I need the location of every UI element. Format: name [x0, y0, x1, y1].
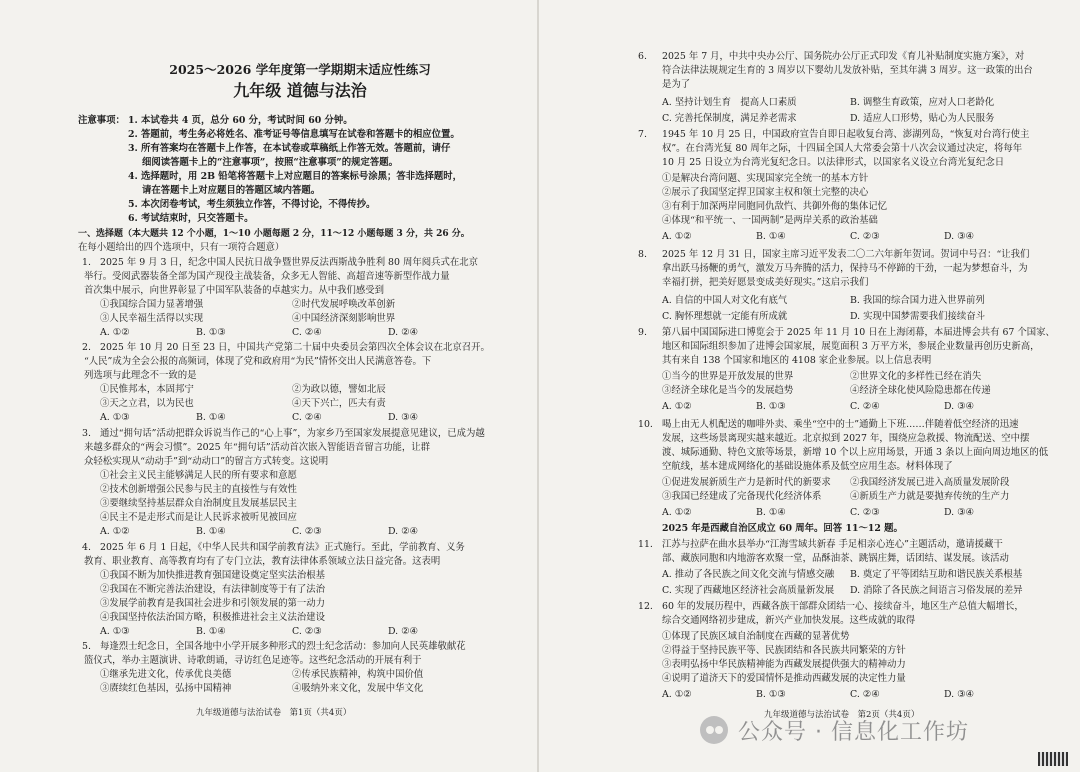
page-footer: 九年级道德与法治试卷 第2页（共4页） [764, 710, 920, 720]
notice-label: 注意事项： [78, 115, 125, 126]
question-4-text: 2025 年 6 月 1 日起，《中华人民共和国学前教育法》正式施行。至此，学前教育、义务 [100, 542, 465, 553]
q7-item: ①是解决台湾问题、实现国家完全统一的基本方针 [662, 173, 869, 184]
q1-item: ②时代发展呼唤改革创新 [292, 299, 396, 310]
question-6-text: 是为了 [662, 79, 691, 90]
q12-item: ①体现了民族区域自治制度在西藏的显著优势 [662, 631, 850, 642]
q2-item: ③天之立君，以为民也 [100, 398, 194, 409]
q1-item: ①我国综合国力显著增强 [100, 299, 204, 310]
question-1-text: 首次集中展示，向世界彰显了中国军队装备的卓越实力。从中我们感受到 [84, 285, 385, 296]
q11-option-c: C. 实现了西藏地区经济社会高质量新发展 [662, 585, 835, 596]
q4-option-c: C. ②③ [292, 626, 322, 637]
question-9-number: 9. [638, 327, 647, 338]
q10-item: ③我国已经建成了完备现代化经济体系 [662, 491, 822, 502]
q10-option-d: D. ③④ [944, 507, 974, 518]
q3-item: ③要继续坚持基层群众自治制度且发展基层民主 [100, 498, 297, 509]
q4-item: ②我国在不断完善法治建设，有法律制度等于有了法治 [100, 584, 326, 595]
question-4-number: 4. [82, 542, 91, 553]
question-1-text: 2025 年 9 月 3 日，纪念中国人民抗日战争暨世界反法西斯战争胜利 80 周年阅兵式在北京 [100, 257, 478, 268]
q1-option-a: A. ①② [100, 327, 130, 338]
q4-option-b: B. ①④ [196, 626, 226, 637]
wechat-icon [700, 716, 728, 744]
q9-item: ②世界文化的多样性已经在消失 [850, 371, 982, 382]
question-6-text: 符合法律法规规定生育的 3 周岁以下婴幼儿发放补贴，至其年满 3 周岁。这一政策的出台 [662, 65, 1033, 76]
section-heading: 一、选择题（本大题共 12 个小题，1～10 小题每题 2 分，11～12 小题每题 3 分，共 26 分。 [78, 229, 470, 239]
question-7-text: 1945 年 10 月 25 日，中国政府宣告自即日起收复台湾、澎湖列岛，“恢复对台湾行使主 [662, 129, 1030, 140]
q12-item: ③表明弘扬中华民族精神能为西藏发展提供强大的精神动力 [662, 659, 906, 670]
question-6-number: 6. [638, 51, 647, 62]
question-12-number: 12. [638, 601, 653, 612]
q10-item: ②我国经济发展已进入高质量发展阶段 [850, 477, 1010, 488]
q5-item: ③赓续红色基因，弘扬中国精神 [100, 683, 232, 694]
q8-option-d: D. 实现中国梦需要我们接续奋斗 [850, 311, 986, 322]
q11-option-d: D. 消除了各民族之间语言习俗发展的差异 [850, 585, 1023, 596]
q10-item: ①促进发展新质生产力是新时代的新要求 [662, 477, 831, 488]
q9-item: ④经济全球化使风险隐患都在传递 [850, 385, 991, 396]
q7-option-a: A. ①② [662, 231, 692, 242]
notice-line: 细阅读答题卡上的“注意事项”，按照“注意事项”的规定答题。 [142, 157, 398, 168]
q10-item: ④新质生产力就是要抛弃传统的生产力 [850, 491, 1010, 502]
q7-item: ③有利于加深两岸同胞同仇敌忾、共御外侮的集体记忆 [662, 201, 888, 212]
question-2-text: “人民”成为全会公报的高频词，体现了党和政府用“为民”情怀交出人民满意答卷。下 [84, 356, 432, 367]
question-6-text: 2025 年 7 月，中共中央办公厅、国务院办公厅正式印发《育儿补贴制度实施方案》，对 [662, 51, 1025, 62]
question-9-text: 第八届中国国际进口博览会于 2025 年 11 月 10 日在上海闭幕，本届进博会共有 67 个国家、 [662, 327, 1055, 338]
q3-item: ④民主不是走形式而是让人民诉求被听见被回应 [100, 512, 297, 523]
material-heading: 2025 年是西藏自治区成立 60 周年。回答 11～12 题。 [662, 523, 903, 534]
q7-option-b: B. ①④ [756, 231, 786, 242]
question-3-text: 来越多群众的“两会习惯”。2025 年“拥句话”活动首次嵌入智能语音留言功能，让群 [84, 442, 431, 453]
question-2-number: 2. [82, 342, 91, 353]
q3-option-c: C. ②③ [292, 526, 322, 537]
q2-option-a: A. ①③ [100, 412, 130, 423]
qr-code-icon [1038, 752, 1068, 766]
q3-item: ②技术创新增强公民参与民主的直接性与有效性 [100, 484, 297, 495]
q2-option-c: C. ②④ [292, 412, 322, 423]
q2-option-b: B. ①④ [196, 412, 226, 423]
q9-item: ③经济全球化是当今的发展趋势 [662, 385, 794, 396]
q12-item: ②得益于坚持民族平等、民族团结和各民族共同繁荣的方针 [662, 645, 906, 656]
q5-item: ①继承先进文化，传承优良美德 [100, 669, 232, 680]
question-8-text: 2025 年 12 月 31 日，国家主席习近平发表二〇二六年新年贺词。贺词中号召：“让我们 [662, 249, 1030, 260]
question-12-text: 综合交通网络初步建成，新兴产业加快发展。这些成就的取得 [662, 615, 916, 626]
q1-option-d: D. ②④ [388, 327, 418, 338]
q10-option-c: C. ②③ [850, 507, 880, 518]
q7-item: ②展示了我国坚定捍卫国家主权和领土完整的决心 [662, 187, 869, 198]
question-10-text: 发展，这些场景离现实越来越近。北京拟到 2027 年，围绕应急救援、物流配送、空中摆 [662, 433, 1030, 444]
q10-option-a: A. ①② [662, 507, 692, 518]
q5-item: ②传承民族精神，构筑中国价值 [292, 669, 424, 680]
question-10-text: 喝上由无人机配送的咖啡外卖、乘坐“空中的士”通勤上下班……伴随着低空经济的迅速 [662, 419, 1019, 430]
question-11-number: 11. [638, 539, 653, 550]
exam-title: 2025～2026 学年度第一学期期末适应性练习 [169, 62, 431, 77]
watermark-text: 公众号 · 信息化工作坊 [738, 720, 969, 745]
q6-option-d: D. 适应人口形势，贴心为人民服务 [850, 113, 995, 124]
q6-option-c: C. 完善托保制度，满足养老需求 [662, 113, 797, 124]
q5-item: ④吸纳外来文化，发展中华文化 [292, 683, 424, 694]
q4-option-a: A. ①③ [100, 626, 130, 637]
question-8-number: 8. [638, 249, 647, 260]
question-7-number: 7. [638, 129, 647, 140]
question-10-text: 渡、城际通勤、特色文旅等场景，新增 10 个以上应用场景，开通 3 条以上面向周边地区的低 [662, 447, 1049, 458]
q2-option-d: D. ③④ [388, 412, 418, 423]
question-5-text: 每逢烈士纪念日，全国各地中小学开展多种形式的烈士纪念活动：参加向人民英雄敬献花 [100, 641, 466, 652]
q12-option-a: A. ①② [662, 689, 692, 700]
page-footer: 九年级道德与法治试卷 第1页（共4页） [196, 708, 352, 718]
q7-item: ④体现“和平统一、一国两制”是两岸关系的政治基础 [662, 215, 878, 226]
q7-option-d: D. ③④ [944, 231, 974, 242]
question-5-number: 5. [82, 641, 91, 652]
question-5-text: 篮仪式，举办主题演讲、诗歌朗诵，寻访红色足迹等。这些纪念活动的开展有利于 [84, 655, 422, 666]
notice-line: 5. 本次闭卷考试，考生须独立作答，不得讨论，不得传抄。 [128, 199, 376, 210]
q6-option-a: A. 坚持计划生育 提高人口素质 [662, 97, 797, 108]
question-3-text: 众轻松实现从“动动手”到“动动口”的留言方式转变。这说明 [84, 456, 329, 467]
watermark [700, 712, 1040, 748]
notice-line: 4. 选择题时，用 2B 铅笔将答题卡上对应题目的答案标号涂黑；答非选择题时， [128, 171, 463, 182]
question-3-text: 通过“拥句话”活动把群众诉说当作己的“心上事”，为家乡乃至国家发展提意见建议，已成为越 [100, 428, 485, 439]
q3-item: ①社会主义民主能够满足人民的所有要求和意愿 [100, 470, 297, 481]
q3-option-a: A. ①② [100, 526, 130, 537]
q11-option-b: B. 奠定了平等团结互助和谐民族关系根基 [850, 569, 1023, 580]
question-9-text: 地区和国际组织参加了进博会国家展，展览面积 3 万平方米，参展企业数量再创历史新高， [662, 341, 1040, 352]
q6-option-b: B. 调整生育政策，应对人口老龄化 [850, 97, 995, 108]
q2-item: ①民惟邦本，本固邦宁 [100, 384, 194, 395]
section-heading-2: 在每小题给出的四个选项中，只有一项符合题意） [78, 242, 285, 253]
question-11-text: 部、藏族同胞和内地游客欢聚一堂，品酥油茶、跳锅庄舞，话团结、谋发展。该活动 [662, 553, 1009, 564]
question-10-text: 空航线，基本建成网络化的基础设施体系及低空应用生态。材料体现了 [662, 461, 953, 472]
exam-subtitle: 九年级 道德与法治 [233, 81, 367, 100]
q4-option-d: D. ②④ [388, 626, 418, 637]
q1-item: ③人民幸福生活得以实现 [100, 313, 204, 324]
notice-line: 请在答题卡上对应题目的答题区域内答题。 [142, 185, 321, 196]
q4-item: ①我国不断为加快推进教育强国建设奠定坚实法治根基 [100, 570, 326, 581]
q1-item: ④中国经济深刻影响世界 [292, 313, 396, 324]
notice-line: 3. 所有答案均在答题卡上作答，在本试卷或草稿纸上作答无效。答题前，请仔 [128, 143, 451, 154]
q9-item: ①当今的世界是开放发展的世界 [662, 371, 794, 382]
q10-option-b: B. ①④ [756, 507, 786, 518]
q12-option-b: B. ①③ [756, 689, 786, 700]
question-4-text: 教育、职业教育、高等教育均有了专门立法，教育法律体系领域立法日益完备。这表明 [84, 556, 441, 567]
question-1-text: 举行。受阅武器装备全部为国产现役主战装备，众多无人智能、高超音速等新型作战力量 [84, 271, 450, 282]
question-7-text: 权”。在台湾光复 80 周年之际，十四届全国人大常委会第十八次会议通过决定，将每年 [662, 143, 1023, 154]
q12-option-c: C. ②④ [850, 689, 880, 700]
question-10-number: 10. [638, 419, 653, 430]
q9-option-a: A. ①② [662, 401, 692, 412]
q7-option-c: C. ②③ [850, 231, 880, 242]
question-12-text: 60 年的发展历程中，西藏各族干部群众团结一心、接续奋斗，地区生产总值大幅增长， [662, 601, 1024, 612]
notice-line: 6. 考试结束时，只交答题卡。 [128, 213, 254, 224]
q4-item: ③发展学前教育是我国社会进步和引领发展的第一动力 [100, 598, 326, 609]
q12-option-d: D. ③④ [944, 689, 974, 700]
q9-option-d: D. ③④ [944, 401, 974, 412]
question-2-text: 2025 年 10 月 20 日至 23 日，中国共产党第二十届中央委员会第四次全体会议在北京召开。 [100, 342, 490, 353]
question-7-text: 10 月 25 日设立为台湾光复纪念日。以法律形式，以国家名义设立台湾光复纪念日 [662, 157, 1005, 168]
notice-line: 2. 答题前，考生务必将姓名、准考证号等信息填写在试卷和答题卡的相应位置。 [128, 129, 460, 140]
question-2-text: 列选项与此理念不一致的是 [84, 370, 197, 381]
q9-option-c: C. ②④ [850, 401, 880, 412]
q11-option-a: A. 推动了各民族之间文化交流与情感交融 [662, 569, 835, 580]
q2-item: ②为政以德，譬如北辰 [292, 384, 386, 395]
exam-page-2 [538, 0, 1080, 772]
question-1-number: 1. [82, 257, 91, 268]
q3-option-d: D. ②④ [388, 526, 418, 537]
q4-item: ④我国坚持依法治国方略，积极推进社会主义法治建设 [100, 612, 326, 623]
question-3-number: 3. [82, 428, 91, 439]
notice-line: 1. 本试卷共 4 页，总分 60 分，考试时间 60 分钟。 [128, 115, 353, 126]
exam-page-1 [0, 0, 538, 772]
question-8-text: 拿出跃马扬鞭的勇气，激发万马奔腾的活力，保持马不停蹄的干劲，一起为梦想奋斗，为 [662, 263, 1028, 274]
question-11-text: 江苏与拉萨在曲水县举办“江海雪域共新春 手足相亲心连心”主题活动，邀请援藏干 [662, 539, 1003, 550]
q8-option-a: A. 自信的中国人对文化有底气 [662, 295, 788, 306]
q2-item: ④天下兴亡，匹夫有责 [292, 398, 386, 409]
q1-option-b: B. ①③ [196, 327, 226, 338]
q8-option-c: C. 胸怀理想就一定能有所成就 [662, 311, 788, 322]
q1-option-c: C. ②④ [292, 327, 322, 338]
q3-option-b: B. ①④ [196, 526, 226, 537]
q9-option-b: B. ①③ [756, 401, 786, 412]
q8-option-b: B. 我国的综合国力进入世界前列 [850, 295, 985, 306]
q12-item: ④说明了道济天下的爱国情怀是推动西藏发展的决定性力量 [662, 673, 906, 684]
question-8-text: 幸福打拼，把美好愿景变成美好现实。”这启示我们 [662, 277, 869, 288]
question-9-text: 其有来自 138 个国家和地区的 4108 家企业参展。以上信息表明 [662, 355, 932, 366]
